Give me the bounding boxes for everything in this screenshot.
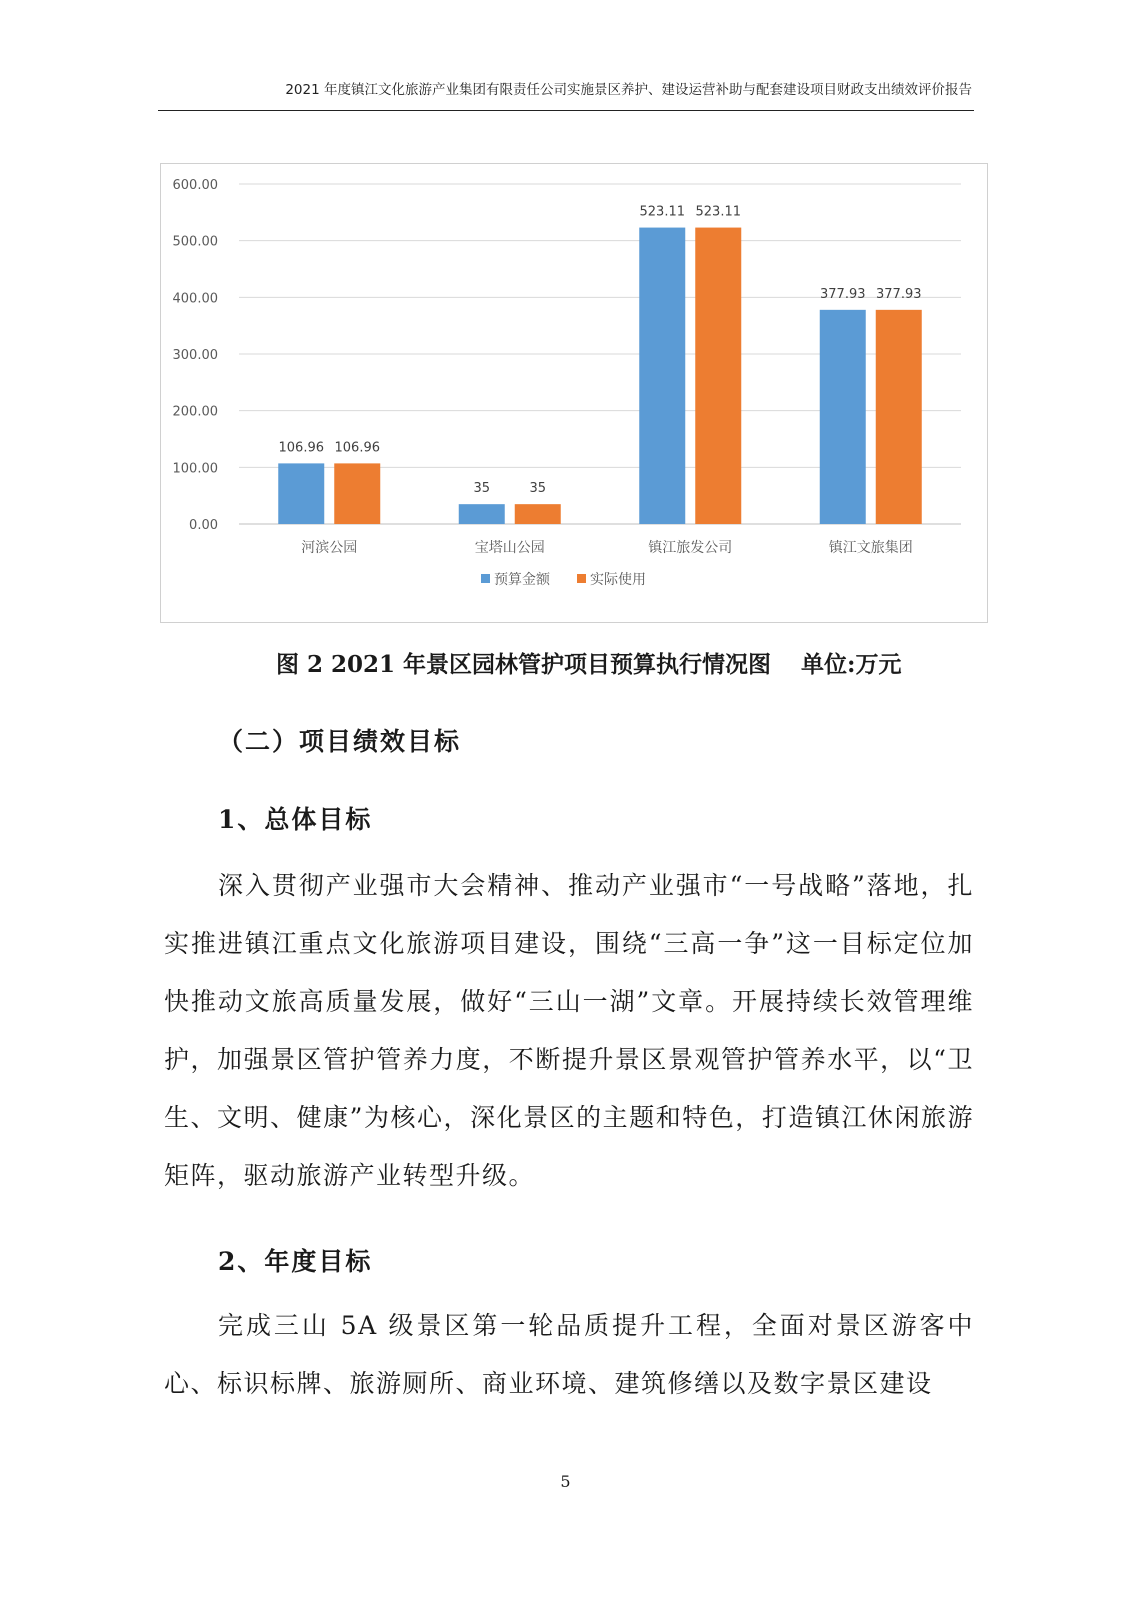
caption-title: 图 2 2021 年景区园林管护项目预算执行情况图 (276, 651, 772, 678)
header-rule (158, 110, 974, 111)
x-tick-label: 河滨公园 (301, 540, 358, 556)
page-header: 2021 年度镇江文化旅游产业集团有限责任公司实施景区养护、建设运营补助与配套建设项目财政支出绩效评价报告 (285, 82, 972, 98)
data-label: 106.96 (278, 440, 324, 456)
y-tick-label: 200.00 (172, 404, 218, 420)
legend-label: 实际使用 (590, 572, 646, 588)
subheading-annual-goal: 2、年度目标 (218, 1247, 373, 1276)
data-label: 523.11 (695, 204, 741, 220)
y-tick-label: 600.00 (172, 178, 218, 193)
y-tick-label: 300.00 (172, 348, 218, 363)
section-heading: （二）项目绩效目标 (218, 727, 462, 756)
data-label: 35 (473, 481, 491, 497)
x-tick-label: 镇江文旅集团 (828, 540, 913, 556)
y-tick-label: 0.00 (189, 518, 218, 533)
paragraph-overall-goal: 深入贯彻产业强市大会精神、推动产业强市“一号战略”落地，扎实推进镇江重点文化旅游项目建设，围绕“三高一争”这一目标定位加快推动文旅高质量发展，做好“三山一湖”文章。开展持续长效管理维护，加强景区管护管养力度，不断提升景区景观管护管养水平，以“卫生、文明、健康”为核心，深化景区的主题和特色，打造镇江休闲旅游矩阵，驱动旅游产业转型升级。 (164, 871, 974, 1190)
page-number: 5 (560, 1472, 571, 1491)
data-label: 106.96 (334, 440, 380, 456)
legend-swatch (577, 574, 586, 583)
legend-label: 预算金额 (494, 572, 550, 588)
bar (639, 228, 685, 524)
caption-unit: 单位:万元 (801, 651, 902, 678)
bar (876, 310, 922, 524)
data-label: 35 (529, 481, 547, 497)
x-tick-label: 镇江旅发公司 (648, 540, 733, 556)
budget-chart (160, 163, 988, 623)
paragraph-annual-goal: 完成三山 5A 级景区第一轮品质提升工程，全面对景区游客中心、标识标牌、旅游厕所、商业环境、建筑修缮以及数字景区建设 (164, 1311, 974, 1398)
data-label: 377.93 (876, 286, 922, 302)
x-tick-label: 宝塔山公园 (474, 540, 545, 556)
data-label: 523.11 (639, 204, 685, 220)
bar (820, 310, 866, 524)
legend-swatch (481, 574, 490, 583)
bar (459, 504, 505, 524)
chart-svg (161, 164, 987, 622)
bar (334, 463, 380, 524)
bar (695, 228, 741, 524)
y-tick-label: 400.00 (172, 291, 218, 307)
y-tick-label: 500.00 (172, 234, 218, 250)
y-tick-label: 100.00 (172, 461, 218, 477)
subheading-overall-goal: 1、总体目标 (218, 805, 373, 834)
bar (278, 463, 324, 524)
figure-caption (276, 646, 976, 679)
bar (515, 504, 561, 524)
data-label: 377.93 (820, 286, 866, 302)
